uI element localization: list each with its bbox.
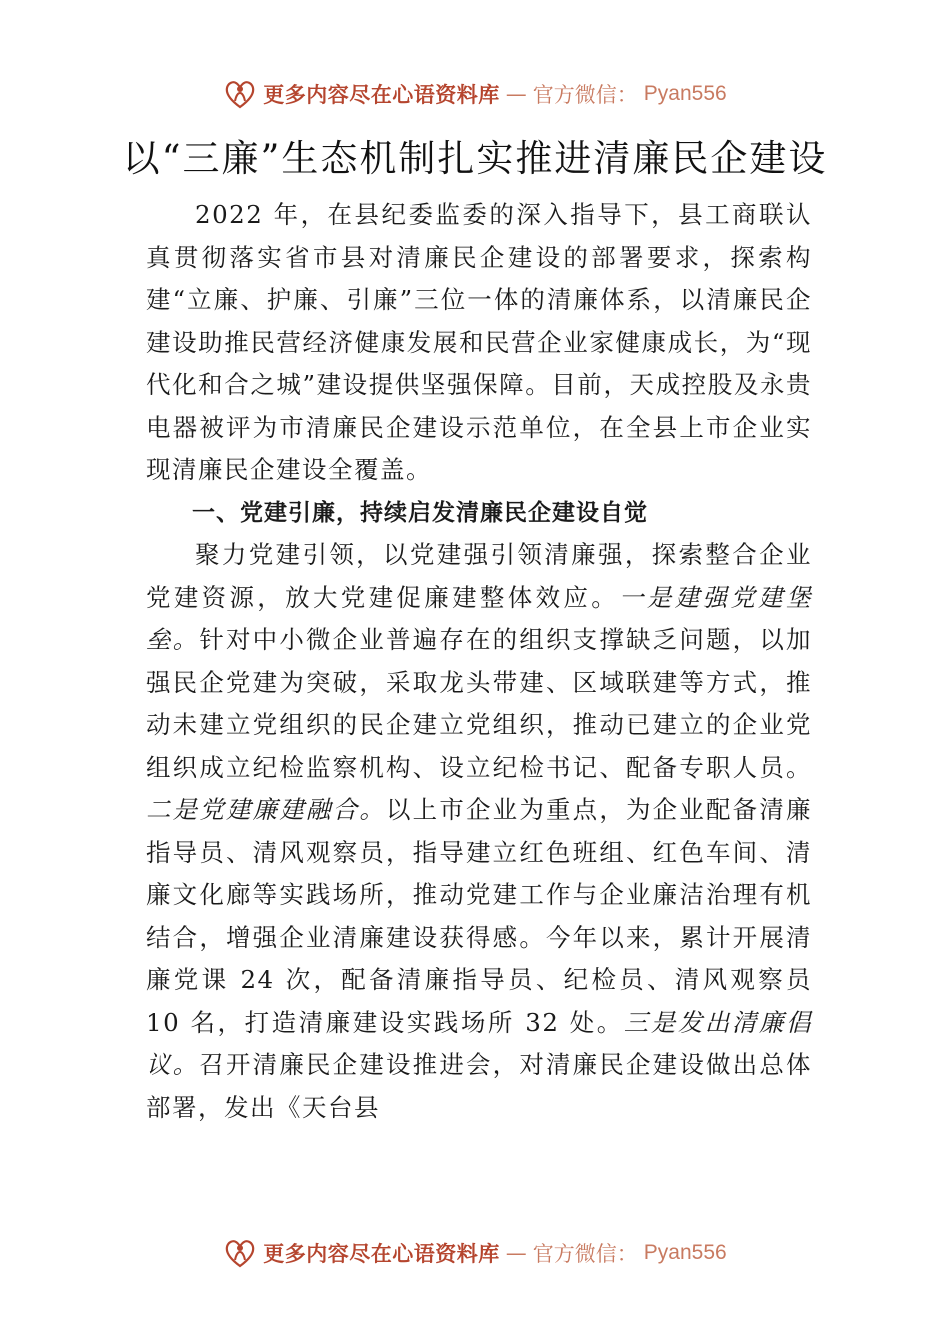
- watermark-separator: —: [505, 1241, 527, 1265]
- document-title: 以“三廉”生态机制扎实推进清廉民企建设: [122, 137, 828, 180]
- watermark-header: [0, 72, 950, 116]
- watermark-footer: [0, 1231, 950, 1275]
- heart-person-icon: [223, 77, 257, 111]
- point-one-text: 针对中小微企业普遍存在的组织支撑缺乏问题，以加强民企党建为突破，采取龙头带建、区域联建等方式，推动未建立党组织的民企建立党组织，推动已建立的企业党组织成立纪检监察机构、设立纪检书记、配备专职人员。: [146, 625, 813, 782]
- watermark-separator: —: [505, 82, 527, 106]
- watermark-label: 官方微信：: [532, 83, 638, 107]
- watermark-account: Pyan556: [643, 82, 727, 105]
- watermark-brand: 更多内容尽在心语资料库: [263, 82, 500, 107]
- paragraph-lead: 聚力党建引领，以党建强引领清廉强，探索整合企业党建资源，放大党建促廉建整体效应。: [146, 540, 812, 612]
- point-two-text: 以上市企业为重点，为企业配备清廉指导员、清风观察员，指导建立红色班组、红色车间、清廉文化廊等实践场所，推动党建工作与企业廉洁治理有机结合，增强企业清廉建设获得感。今年以来，累计开展清廉党课 24 次，配备清廉指导员、纪检员、清风观察员 10 名，打造清廉建设实践场所 32 处。: [146, 795, 812, 1037]
- point-three-text: 召开清廉民企建设推进会，对清廉民企建设做出总体部署，发出《天台县: [146, 1050, 813, 1122]
- intro-paragraph: 2022 年，在县纪委监委的深入指导下，县工商联认真贯彻落实省市县对清廉民企建设的部署要求，探索构建“立廉、护廉、引廉”三位一体的清廉体系，以清廉民企建设助推民营经济健康发展和民营企业家健康成长，为“现代化和合之城”建设提供坚强保障。目前，天成控股及永贵电器被评为市清廉民企建设示范单位，在全县上市企业实现清廉民企建设全覆盖。: [146, 200, 812, 484]
- watermark-label: 官方微信：: [532, 1242, 638, 1266]
- watermark-account: Pyan556: [643, 1241, 727, 1264]
- point-one-title: 一是建强党建堡垒。: [146, 582, 813, 654]
- watermark-brand: 更多内容尽在心语资料库: [263, 1241, 500, 1266]
- section-paragraph: [146, 534, 812, 1129]
- point-two-title: 二是党建廉建融合。: [146, 795, 386, 824]
- point-three-title: 三是发出清廉倡议。: [146, 1007, 812, 1079]
- document-body: [146, 194, 812, 1129]
- heart-person-icon: [223, 1236, 257, 1270]
- section-heading: 一、党建引廉，持续启发清廉民企建设自觉: [192, 499, 648, 526]
